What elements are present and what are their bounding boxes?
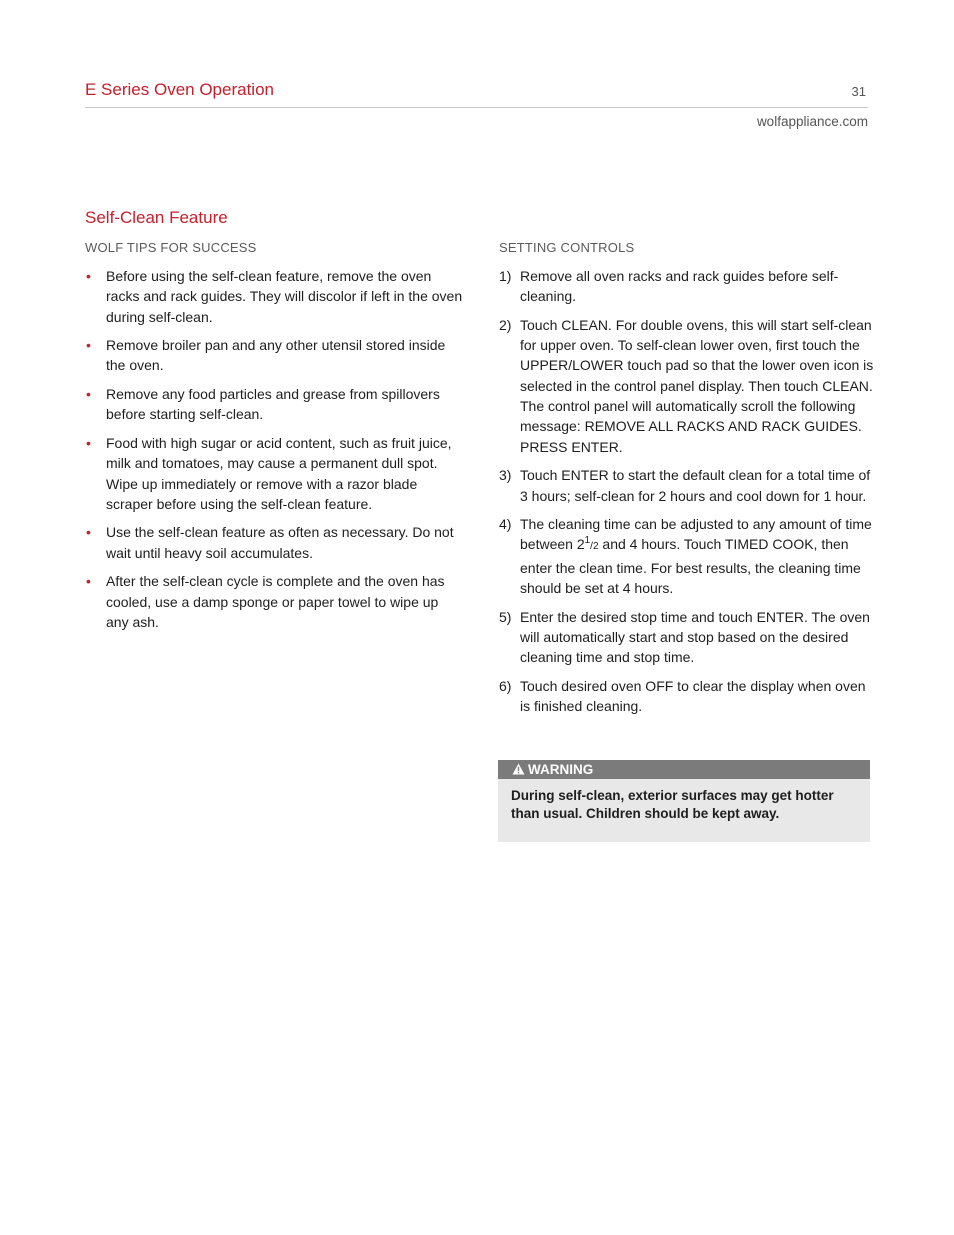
tips-column [85,239,463,641]
step-number: 1) [499,268,512,284]
step-number: 6) [499,677,512,694]
step-text: Remove all oven racks and rack guides before self-cleaning. [520,268,839,305]
bullet-icon: • [86,386,91,403]
step-item [499,465,877,506]
tip-item [85,433,463,514]
bullet-icon: • [86,268,91,284]
controls-heading: SETTING CONTROLS [499,240,635,255]
bullet-icon: • [86,337,91,354]
step-item [499,607,877,668]
step-number: 2) [499,316,512,333]
tip-item [85,522,463,563]
step-number: 5) [499,608,512,625]
controls-column [499,239,877,725]
step-text: Touch desired oven OFF to clear the display when oven is finished cleaning. [520,677,866,715]
step-item [499,315,877,457]
warning-text: During self-clean, exterior surfaces may get hotter than usual. Children should be kept away. [511,788,834,821]
header-title: E Series Oven Operation [85,80,274,99]
step-text: Enter the desired stop time and touch ENTER. The oven will automatically start and stop based on the desired cleaning time and stop time. [520,608,870,666]
fraction-denominator: /2 [590,541,599,553]
page-number: 31 [851,84,866,99]
warning-header [498,760,870,779]
warning-label: WARNING [528,762,594,777]
tip-item [85,384,463,425]
step-number: 3) [499,467,512,484]
tip-text: Before using the self-clean feature, remove the oven racks and rack guides. They will discolor if left in the oven during self-clean. [106,268,463,325]
step-item [499,676,877,717]
tip-item [85,266,463,327]
header-divider [85,107,868,108]
step-text-start: The cleaning time can be adjusted to any amount of time between 2 [520,516,872,553]
bullet-icon: • [86,573,91,590]
tip-item [85,335,463,376]
bullet-icon: • [86,524,91,541]
warning-box [498,760,870,842]
bullet-icon: • [86,434,91,451]
website-url: wolfappliance.com [756,114,868,129]
tips-list [85,266,463,632]
tip-text: Use the self-clean feature as often as necessary. Do not wait until heavy soil accumulates. [106,524,454,561]
step-number: 4) [499,516,512,533]
tip-text: Remove any food particles and grease from spillovers before starting self-clean. [106,386,440,423]
step-text: Touch CLEAN. For double ovens, this will start self-clean for upper oven. To self-clean lower oven, first touch the UPPER/LOWER touch pad so that the lower oven icon is selected in the control panel display. Then touch CLEAN. The control panel will automatically scroll the following message: REMOVE ALL RACKS AND RACK GUIDES. PRESS ENTER. [520,316,874,455]
step-text-end: and 4 hours. Touch TIMED COOK, then enter the clean time. For best results, the cleaning time should be set at 4 hours. [520,536,861,597]
warning-triangle-icon [512,763,525,775]
step-item [499,266,877,307]
fraction-numerator: 1 [584,535,591,547]
tips-heading: WOLF TIPS FOR SUCCESS [85,240,257,255]
tip-text: After the self-clean cycle is complete and the oven has cooled, use a damp sponge or paper towel to wipe up any ash. [106,573,445,630]
tip-text: Remove broiler pan and any other utensil stored inside the oven. [106,337,446,374]
tip-item [85,571,463,632]
steps-list [499,266,877,716]
tip-text: Food with high sugar or acid content, such as fruit juice, milk and tomatoes, may cause a permanent dull spot. Wipe up immediately or remove with a razor blade scraper before using the self-clean feature. [106,434,452,512]
section-title: Self-Clean Feature [85,208,228,227]
step-text: Touch ENTER to start the default clean for a total time of 3 hours; self-clean for 2 hours and cool down for 1 hour. [520,467,871,504]
step-item [499,514,877,598]
